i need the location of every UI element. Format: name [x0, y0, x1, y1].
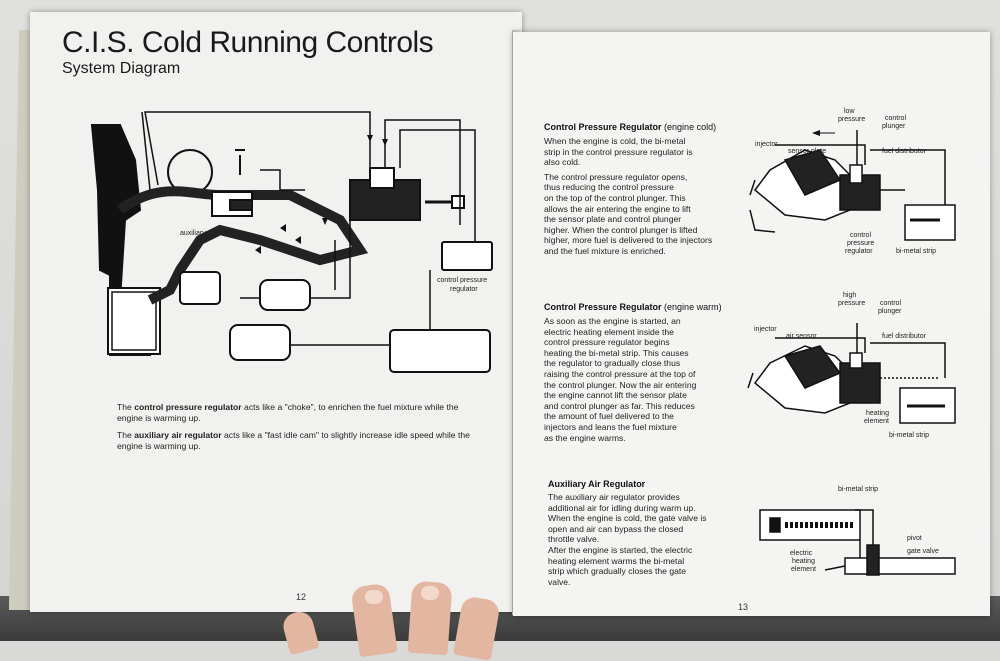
caption-2-post: acts like a "fast idle cam" to slightly increase idle speed while the engine is warming up.	[117, 430, 470, 451]
label-plunger: plunger	[878, 308, 902, 315]
text-line: injectors and leans the fuel mixture	[544, 421, 677, 432]
caption-paragraph-1	[117, 402, 477, 423]
label-cpr-2: pressure	[847, 240, 875, 247]
label-air-sensor: air sensor	[786, 333, 817, 340]
text-line: the engine cannot lift the sensor plate	[544, 390, 687, 401]
label-low: low	[844, 108, 855, 115]
label-fuel-distributor: fuel distributor	[882, 333, 926, 340]
text-line: the regulator to gradually close thus	[544, 358, 681, 369]
right-page-number: 13	[738, 602, 749, 612]
fingernail	[421, 586, 439, 600]
text-line: the sensor plate and control plunger	[544, 214, 682, 225]
text-line: higher, more fuel is delivered to the injectors	[544, 235, 713, 246]
label-control: control	[885, 115, 907, 122]
label-pivot: pivot	[907, 535, 922, 542]
text-line: the control plunger. Now the air entering	[544, 379, 697, 390]
label-high: high	[843, 292, 857, 299]
label-injector: injector	[755, 141, 778, 148]
label-heating: heating	[866, 410, 889, 417]
text-line: The auxiliary air regulator provides	[548, 492, 680, 502]
label-cpr-1: control	[850, 232, 872, 239]
label-gate-valve: gate valve	[907, 548, 939, 555]
caption-1-pre: The	[117, 402, 135, 412]
caption-2-bold: auxiliary air regulator	[134, 430, 222, 440]
label-pressure: pressure	[838, 300, 866, 307]
text-line: raising the control pressure at the top of	[544, 368, 696, 379]
text-line: allows the air entering the engine to lift	[544, 203, 691, 214]
page-title: C.I.S. Cold Running Controls	[62, 26, 434, 59]
text-line: also cold.	[544, 157, 581, 168]
label-injector: injector	[754, 326, 777, 333]
text-line: higher. When the control plunger is lifted	[544, 224, 698, 235]
text-line: and the fuel mixture is enriched.	[544, 245, 666, 256]
text-line: additional air for idling during warm up.	[548, 502, 696, 513]
text-line: When the engine is cold, the bi-metal	[544, 136, 686, 146]
label-control: control	[880, 300, 902, 307]
label-bimetal: bi-metal strip	[896, 248, 937, 255]
heading-note: (engine warm)	[664, 302, 722, 312]
fingernail	[365, 590, 383, 604]
text-line: heating element warms the bi-metal	[548, 555, 685, 566]
caption-1-post: acts like a "choke", to enrichen the fuel mixture while the engine is warming up.	[117, 402, 459, 423]
caption-2-pre: The	[117, 430, 135, 440]
section-heading-cold	[544, 122, 716, 132]
left-page-number: 12	[296, 592, 307, 602]
heading-note: (engine cold)	[664, 122, 717, 132]
diagram-aux-air-regulator	[755, 490, 975, 590]
text-line: on the top of the control plunger. This	[544, 192, 686, 203]
heading-text: Control Pressure Regulator	[544, 122, 662, 132]
label-plunger: plunger	[882, 123, 906, 130]
caption-1-bold: control pressure regulator	[134, 402, 242, 412]
page-subtitle: System Diagram	[62, 60, 181, 77]
label-bimetal: bi-metal strip	[889, 432, 930, 439]
text-line: When the engine is cold, the gate valve is	[548, 513, 707, 524]
text-line: thus reducing the control pressure	[544, 182, 674, 193]
label-auxiliary-air-regulator: auxiliary air regulator	[180, 230, 245, 237]
section-heading-warm	[544, 302, 722, 312]
system-diagram	[80, 100, 500, 380]
text-line: the amount of fuel delivered to the	[544, 411, 674, 422]
label-control-pressure-1: control pressure	[437, 277, 488, 284]
text-line: The control pressure regulator opens,	[544, 171, 688, 182]
diagram-engine-warm	[745, 318, 975, 448]
label-fuel-distributor: fuel distributor	[882, 148, 926, 155]
text-line: electric heating element inside the	[544, 326, 674, 337]
text-line: open and air can bypass the closed	[548, 523, 684, 534]
label-control-pressure-2: regulator	[450, 286, 478, 293]
text-line: control pressure regulator begins	[544, 337, 670, 348]
label-element: element	[864, 418, 889, 425]
section-heading-aux: Auxiliary Air Regulator	[548, 479, 646, 489]
text-line: After the engine is started, the electric	[548, 544, 693, 555]
text-line: throttle valve.	[548, 534, 600, 545]
text-line: strip which gradually closes the gate	[548, 566, 687, 577]
caption-paragraph-2	[117, 430, 477, 451]
section-body-aux	[548, 492, 748, 587]
text-line: strip in the control pressure regulator is	[544, 146, 693, 157]
label-sensor-plate: sensor plate	[788, 148, 827, 155]
section-body-warm	[544, 316, 744, 443]
label-heating: heating	[792, 558, 815, 565]
heading-text: Control Pressure Regulator	[544, 302, 662, 312]
text-line: as the engine warms.	[544, 432, 626, 443]
text-line: As soon as the engine is started, an	[544, 316, 681, 326]
label-bimetal: bi-metal strip	[838, 486, 879, 493]
label-pressure: pressure	[838, 116, 866, 123]
label-cpr-3: regulator	[845, 248, 873, 255]
text-line: and control plunger as far. This reduces	[544, 400, 695, 411]
text-line: heating the bi-metal strip. This causes	[544, 347, 689, 358]
text-line: valve.	[548, 576, 571, 587]
section-body-cold	[544, 136, 744, 257]
label-element: element	[791, 566, 816, 573]
label-electric: electric	[790, 550, 813, 557]
